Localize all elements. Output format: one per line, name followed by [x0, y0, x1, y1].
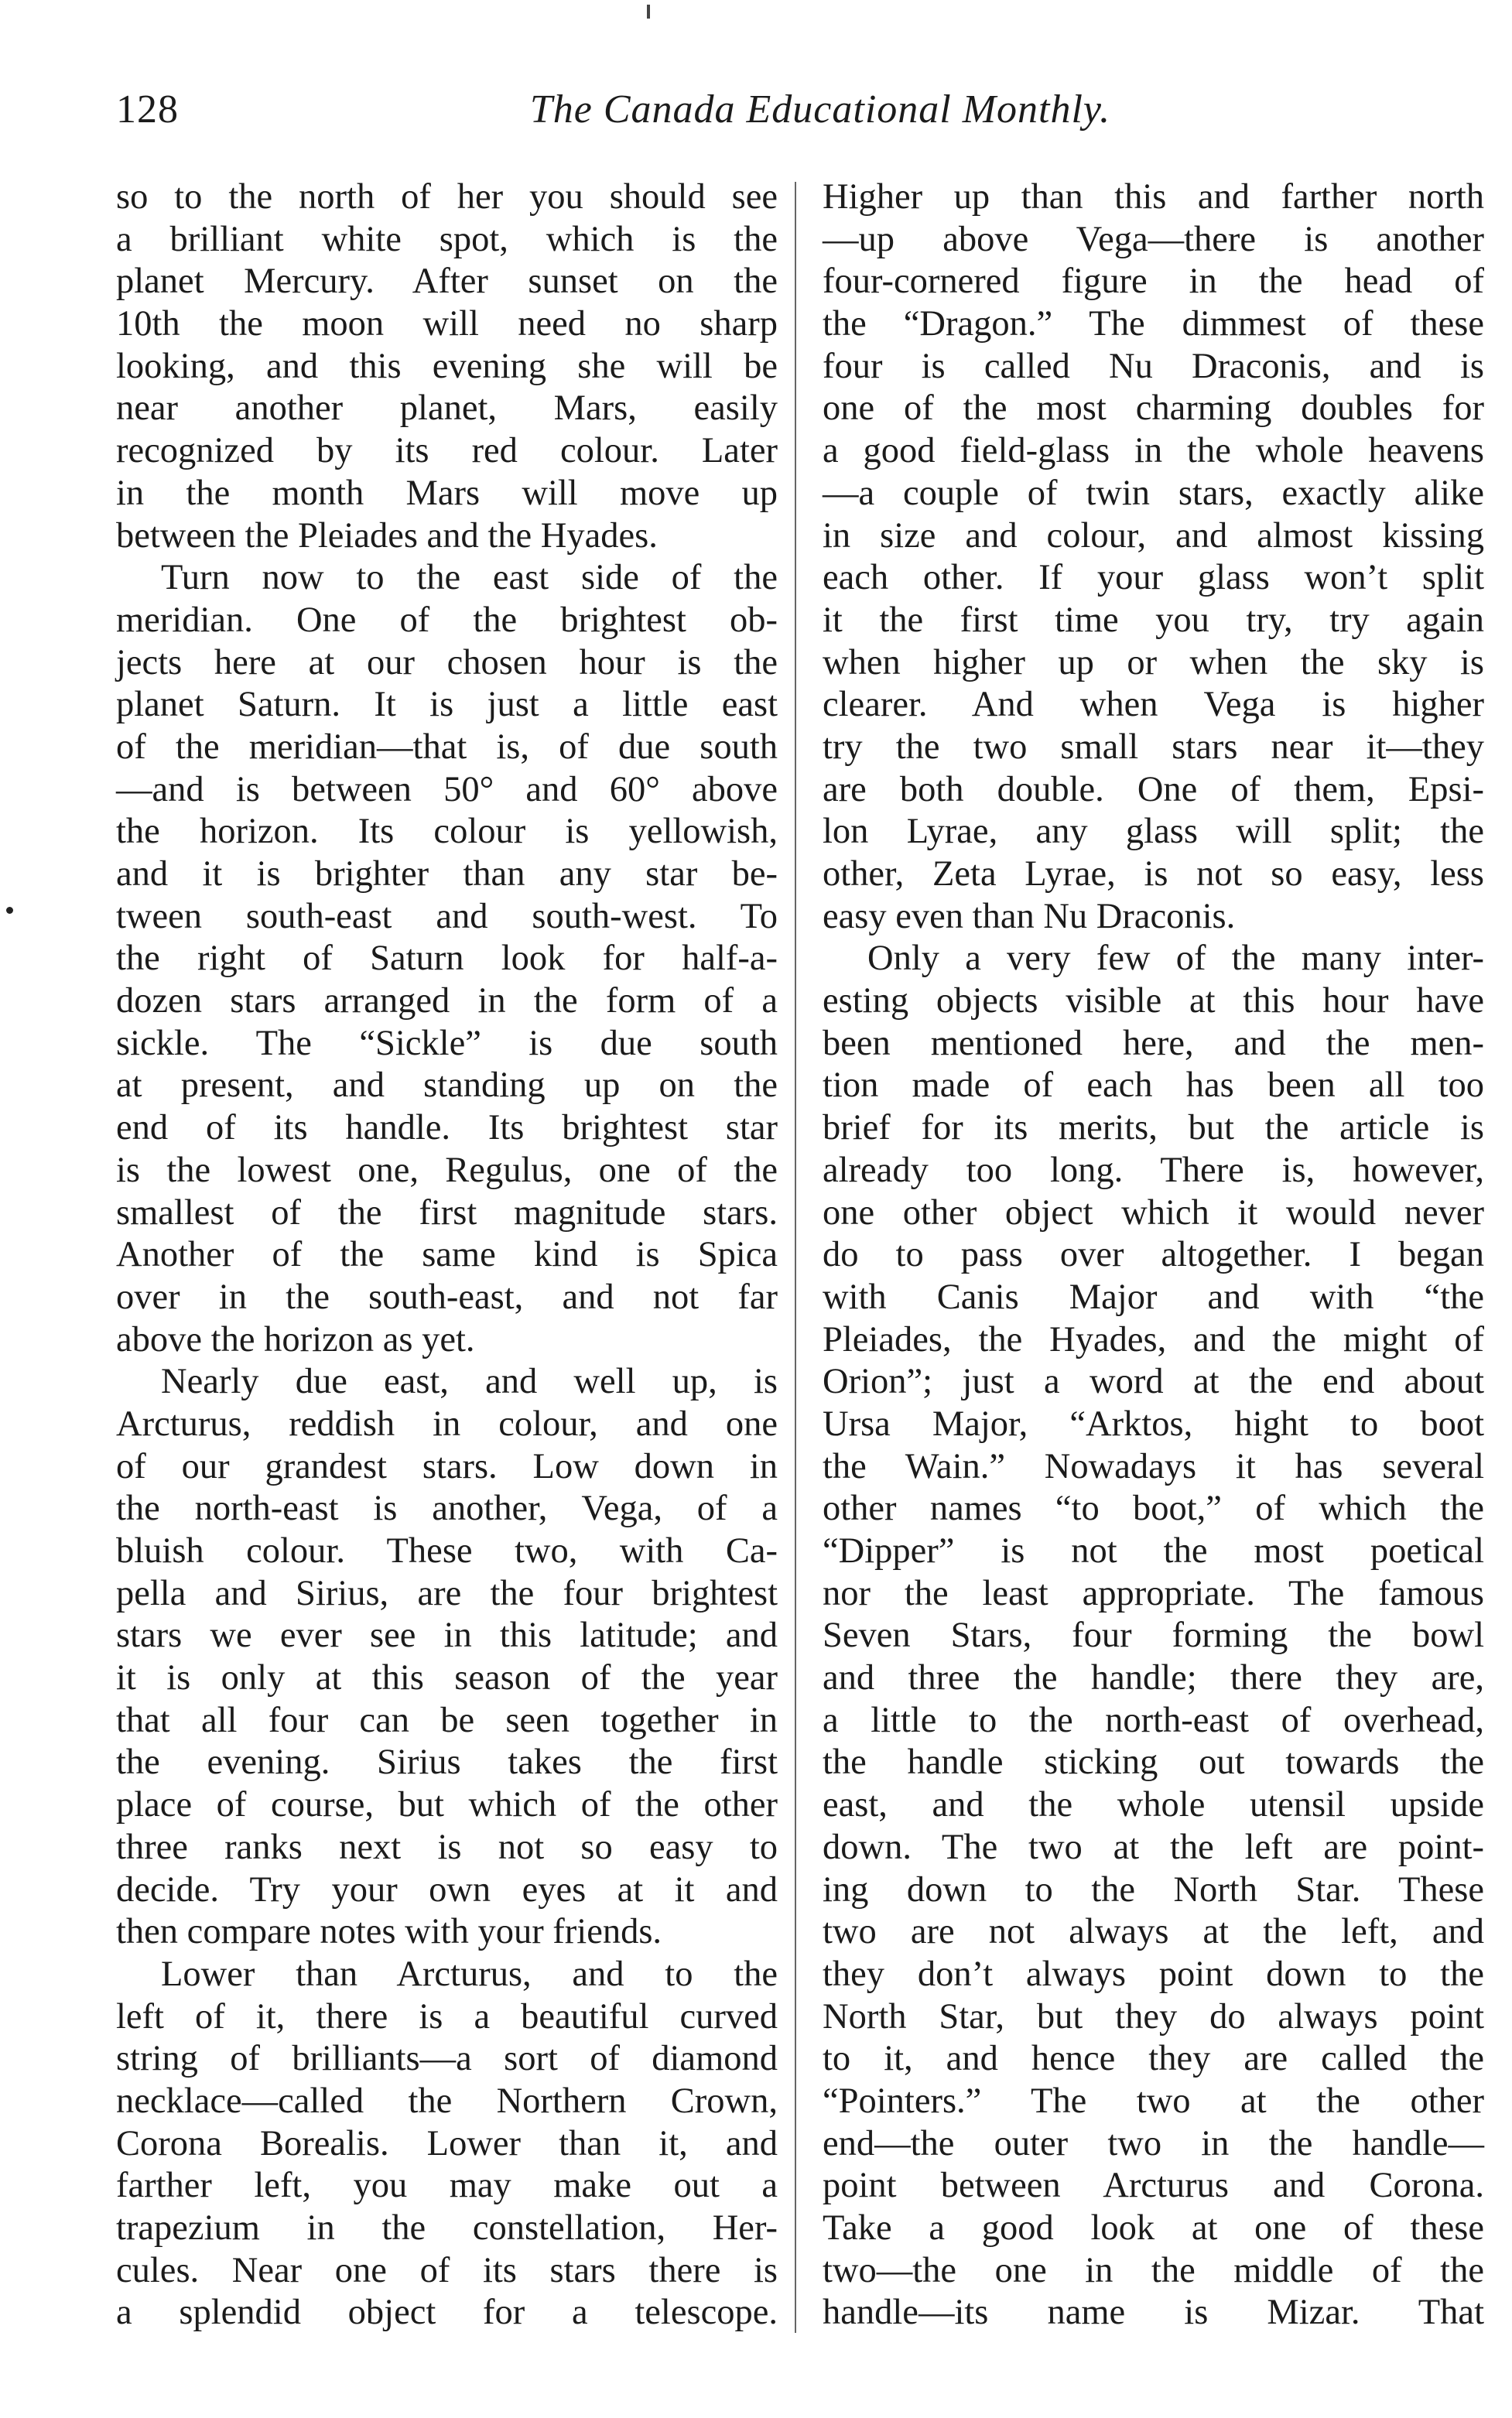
text-line: three ranks next is not so easy to: [116, 1827, 778, 1867]
text-line: Only a very few of the many inter-: [867, 939, 1484, 979]
text-line: dozen stars arranged in the form of a: [116, 981, 778, 1021]
text-line: cules. Near one of its stars there is: [116, 2250, 778, 2290]
text-line: a good field-glass in the whole heavens: [823, 431, 1484, 471]
text-line: already too long. There is, however,: [823, 1150, 1484, 1190]
text-line: tween south-east and south-west. To: [116, 896, 778, 936]
text-line: they don’t always point down to the: [823, 1954, 1484, 1994]
text-line: a splendid object for a telescope.: [116, 2293, 778, 2333]
text-line: down. The two at the left are point-: [823, 1827, 1484, 1867]
text-line: other, Zeta Lyrae, is not so easy, less: [823, 854, 1484, 894]
text-line: left of it, there is a beautiful curved: [116, 1996, 778, 2037]
text-line: planet Saturn. It is just a little east: [116, 685, 778, 725]
right-text-column: [823, 176, 1484, 2334]
text-line: the “Dragon.” The dimmest of these: [823, 304, 1484, 344]
text-line: tion made of each has been all too: [823, 1065, 1484, 1106]
text-line: Nearly due east, and well up, is: [161, 1362, 778, 1402]
text-line: Turn now to the east side of the: [161, 558, 778, 598]
text-line: looking, and this evening she will be: [116, 346, 778, 386]
text-line: point between Arcturus and Corona.: [823, 2166, 1484, 2206]
page-header: [116, 79, 1432, 141]
text-line: end—the outer two in the handle—: [823, 2123, 1484, 2163]
text-line: when higher up or when the sky is: [823, 642, 1484, 682]
text-line: the handle sticking out towards the: [823, 1743, 1484, 1783]
text-line: and three the handle; there they are,: [823, 1658, 1484, 1698]
text-line: Arcturus, reddish in colour, and one: [116, 1404, 778, 1444]
text-line: ing down to the North Star. These: [823, 1869, 1484, 1910]
text-line: other names “to boot,” of which the: [823, 1489, 1484, 1529]
text-line: Pleiades, the Hyades, and the might of: [823, 1319, 1484, 1359]
text-line: the Wain.” Nowadays it has several: [823, 1446, 1484, 1486]
text-line: smallest of the first magnitude stars.: [116, 1192, 778, 1233]
text-line: place of course, but which of the other: [116, 1785, 778, 1825]
text-line: with Canis Major and with “the: [823, 1277, 1484, 1317]
text-line: a little to the north-east of overhead,: [823, 1700, 1484, 1740]
text-line: 10th the moon will need no sharp: [116, 304, 778, 344]
text-line: bluish colour. These two, with Ca-: [116, 1531, 778, 1571]
text-line: Seven Stars, four forming the bowl: [823, 1616, 1484, 1656]
text-line: been mentioned here, and the men-: [823, 1023, 1484, 1063]
text-line: the right of Saturn look for half-a-: [116, 939, 778, 979]
text-line: Take a good look at one of these: [823, 2208, 1484, 2248]
text-line: the north-east is another, Vega, of a: [116, 1489, 778, 1529]
text-line: of the meridian—that is, of due south: [116, 727, 778, 767]
text-line: above the horizon as yet.: [116, 1319, 475, 1359]
text-line: is the lowest one, Regulus, one of the: [116, 1150, 778, 1190]
text-line: —and is between 50° and 60° above: [116, 769, 778, 809]
text-line: two—the one in the middle of the: [823, 2250, 1484, 2290]
text-line: it the first time you try, try again: [823, 600, 1484, 640]
text-line: Another of the same kind is Spica: [116, 1235, 778, 1275]
text-line: at present, and standing up on the: [116, 1065, 778, 1106]
text-line: Ursa Major, “Arktos, hight to boot: [823, 1404, 1484, 1444]
text-line: over in the south-east, and not far: [116, 1277, 778, 1317]
text-line: the horizon. Its colour is yellowish,: [116, 812, 778, 852]
text-line: that all four can be seen together in: [116, 1700, 778, 1740]
text-line: easy even than Nu Draconis.: [823, 896, 1236, 936]
text-line: brief for its merits, but the article is: [823, 1108, 1484, 1148]
text-line: stars we ever see in this latitude; and: [116, 1616, 778, 1656]
text-line: near another planet, Mars, easily: [116, 388, 778, 429]
text-line: lon Lyrae, any glass will split; the: [823, 812, 1484, 852]
text-line: meridian. One of the brightest ob-: [116, 600, 778, 640]
text-line: and it is brighter than any star be-: [116, 854, 778, 894]
scan-artifact-mark: [647, 5, 650, 19]
text-line: in size and colour, and almost kissing: [823, 515, 1484, 556]
text-line: end of its handle. Its brightest star: [116, 1108, 778, 1148]
text-line: so to the north of her you should see: [116, 177, 778, 217]
text-line: east, and the whole utensil upside: [823, 1785, 1484, 1825]
text-line: North Star, but they do always point: [823, 1996, 1484, 2037]
text-line: to it, and hence they are called the: [823, 2039, 1484, 2079]
text-line: a brilliant white spot, which is the: [116, 219, 778, 259]
text-line: string of brilliants—a sort of diamond: [116, 2039, 778, 2079]
text-line: —a couple of twin stars, exactly alike: [823, 473, 1484, 513]
text-line: in the month Mars will move up: [116, 473, 778, 513]
text-line: do to pass over altogether. I began: [823, 1235, 1484, 1275]
text-line: farther left, you may make out a: [116, 2166, 778, 2206]
text-line: “Pointers.” The two at the other: [823, 2081, 1484, 2121]
text-line: are both double. One of them, Epsi-: [823, 769, 1484, 809]
text-line: two are not always at the left, and: [823, 1912, 1484, 1952]
text-line: esting objects visible at this hour have: [823, 981, 1484, 1021]
text-line: Lower than Arcturus, and to the: [161, 1954, 778, 1994]
text-line: it is only at this season of the year: [116, 1658, 778, 1698]
text-line: one of the most charming doubles for: [823, 388, 1484, 429]
text-line: Orion”; just a word at the end about: [823, 1362, 1484, 1402]
scan-artifact-dot: [6, 907, 13, 914]
text-line: Higher up than this and farther north: [823, 177, 1484, 217]
text-line: clearer. And when Vega is higher: [823, 685, 1484, 725]
text-line: the evening. Sirius takes the first: [116, 1743, 778, 1783]
text-line: try the two small stars near it—they: [823, 727, 1484, 767]
text-line: “Dipper” is not the most poetical: [823, 1531, 1484, 1571]
running-title: The Canada Educational Monthly.: [529, 87, 1111, 132]
text-line: one other object which it would never: [823, 1192, 1484, 1233]
text-line: decide. Try your own eyes at it and: [116, 1869, 778, 1910]
text-line: between the Pleiades and the Hyades.: [116, 515, 658, 556]
text-line: Corona Borealis. Lower than it, and: [116, 2123, 778, 2163]
text-line: —up above Vega—there is another: [823, 219, 1484, 259]
page-number: 128: [116, 87, 179, 132]
text-line: necklace—called the Northern Crown,: [116, 2081, 778, 2121]
text-line: four-cornered figure in the head of: [823, 262, 1484, 302]
text-line: of our grandest stars. Low down in: [116, 1446, 778, 1486]
text-line: nor the least appropriate. The famous: [823, 1573, 1484, 1613]
text-line: recognized by its red colour. Later: [116, 431, 778, 471]
text-line: handle—its name is Mizar. That: [823, 2293, 1484, 2333]
text-line: four is called Nu Draconis, and is: [823, 346, 1484, 386]
text-line: pella and Sirius, are the four brightest: [116, 1573, 778, 1613]
text-line: then compare notes with your friends.: [116, 1912, 662, 1952]
text-line: jects here at our chosen hour is the: [116, 642, 778, 682]
text-line: planet Mercury. After sunset on the: [116, 262, 778, 302]
left-text-column: [116, 176, 778, 2334]
column-divider: [795, 182, 796, 2333]
text-line: trapezium in the constellation, Her-: [116, 2208, 778, 2248]
text-line: each other. If your glass won’t split: [823, 558, 1484, 598]
text-line: sickle. The “Sickle” is due south: [116, 1023, 778, 1063]
